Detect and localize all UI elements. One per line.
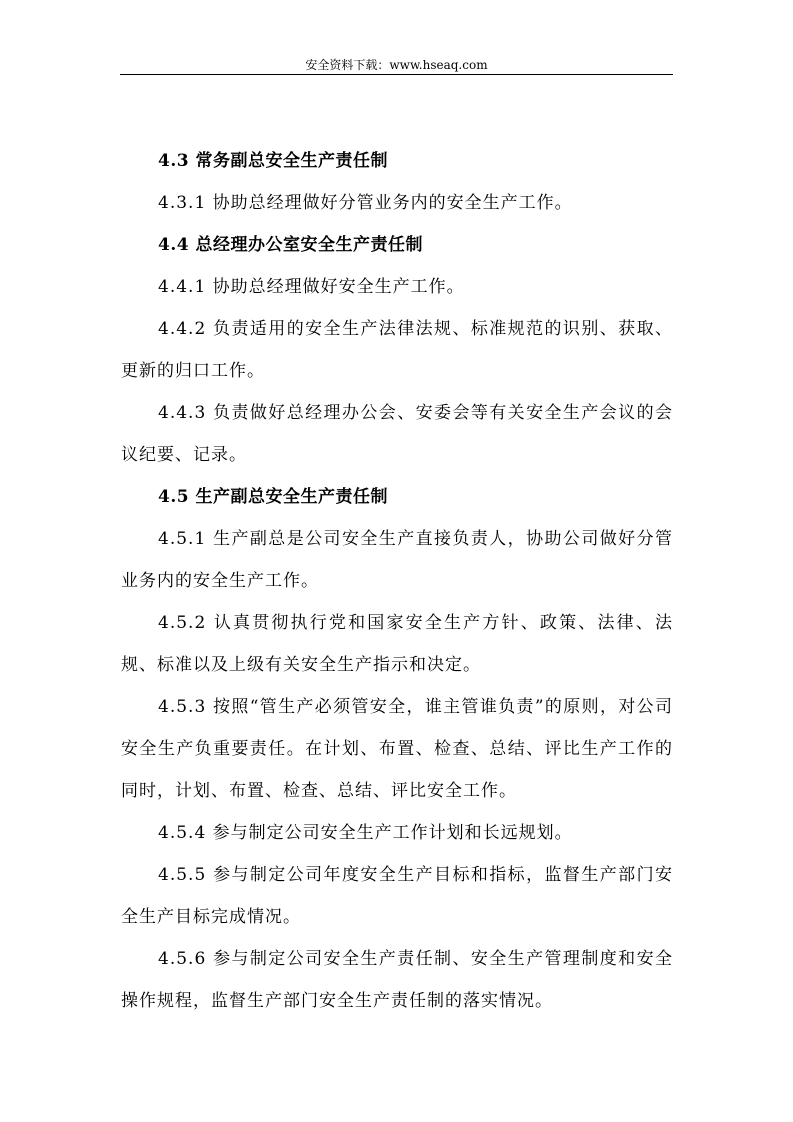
paragraph-4-3-1: 4.3.1 协助总经理做好分管业务内的安全生产工作。 [158, 193, 573, 213]
paragraph-4-5-3: 4.5.3 按照“管生产必须管安全，谁主管谁负责”的原则，对公司安全生产负重要责任。在计划、布置、检查、总结、评比生产工作的同时，计划、布置、检查、总结、评比安全工作。 [121, 697, 673, 801]
section-heading-4-4: 4.4 总经理办公室安全生产责任制 [158, 235, 423, 255]
section-heading-4-3: 4.3 常务副总安全生产责任制 [158, 151, 388, 171]
paragraph-4-4-3: 4.4.3 负责做好总经理办公会、安委会等有关安全生产会议的会议纪要、记录。 [121, 403, 673, 465]
section-heading-4-5: 4.5 生产副总安全生产责任制 [158, 487, 388, 507]
page-header [120, 56, 673, 75]
paragraph-4-5-4: 4.5.4 参与制定公司安全生产工作计划和长远规划。 [158, 823, 573, 843]
paragraph-4-5-2: 4.5.2 认真贯彻执行党和国家安全生产方针、政策、法律、法规、标准以及上级有关安全生产指示和决定。 [121, 613, 673, 675]
paragraph-4-4-2: 4.4.2 负责适用的安全生产法律法规、标准规范的识别、获取、更新的归口工作。 [121, 319, 673, 381]
document-body [121, 140, 673, 1022]
paragraph-4-5-6: 4.5.6 参与制定公司安全生产责任制、安全生产管理制度和安全操作规程，监督生产部门安全生产责任制的落实情况。 [121, 949, 673, 1011]
paragraph-4-5-1: 4.5.1 生产副总是公司安全生产直接负责人，协助公司做好分管业务内的安全生产工作。 [121, 529, 673, 591]
paragraph-4-4-1: 4.4.1 协助总经理做好安全生产工作。 [158, 277, 465, 297]
paragraph-4-5-5: 4.5.5 参与制定公司年度安全生产目标和指标，监督生产部门安全生产目标完成情况。 [121, 865, 673, 927]
header-text: 安全资料下载：www.hseaq.com [305, 58, 488, 72]
